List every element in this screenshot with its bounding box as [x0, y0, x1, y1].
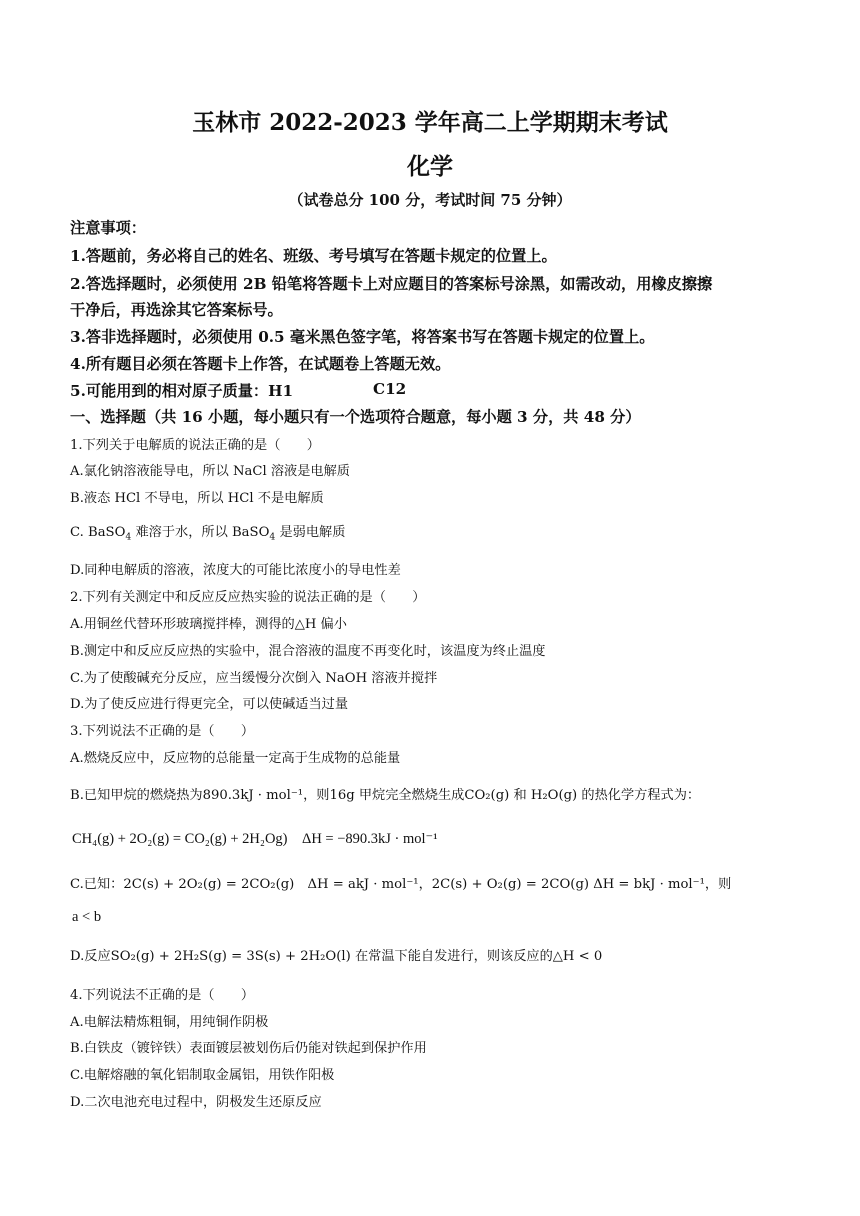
option: B.白铁皮（镀锌铁）表面镀层被划伤后仍能对铁起到保护作用 [70, 1041, 427, 1056]
exam-title: 玉林市 2022-2023 学年高二上学期期末考试 [192, 109, 668, 136]
option: D.为了使反应进行得更完全，可以使碱适当过量 [70, 697, 349, 712]
question-stem: 1.下列关于电解质的说法正确的是（ ） [70, 438, 320, 453]
option: A.燃烧反应中，反应物的总能量一定高于生成物的总能量 [70, 751, 401, 766]
note-mass-c: C12 [373, 380, 407, 398]
option: A.用铜丝代替环形玻璃搅拌棒，测得的△H 偏小 [70, 617, 347, 632]
question-stem: 2.下列有关测定中和反应反应热实验的说法正确的是（ ） [70, 590, 426, 605]
note-item: 4.所有题目必须在答题卡上作答，在试题卷上答题无效。 [70, 355, 451, 373]
option: B.测定中和反应反应热的实验中，混合溶液的温度不再变化时，该温度为终止温度 [70, 644, 546, 659]
option: C. BaSO$_4$ 难溶于水，所以 BaSO$_4$ 是弱电解质 [70, 525, 346, 543]
option: D.二次电池充电过程中，阴极发生还原反应 [70, 1095, 322, 1110]
equation: CH₄(g) + 2O₂(g) = CO₂(g) + 2H₂Og) ΔH = −890.3kJ · mol⁻¹ [72, 831, 438, 847]
option: A.电解法精炼粗铜，用纯铜作阴极 [70, 1015, 269, 1030]
option: A.氯化钠溶液能导电，所以 NaCl 溶液是电解质 [70, 464, 350, 479]
question-stem: 3.下列说法不正确的是（ ） [70, 724, 255, 739]
question-stem: 4.下列说法不正确的是（ ） [70, 988, 255, 1003]
exam-info: （试卷总分 100 分，考试时间 75 分钟） [288, 191, 572, 209]
notes-heading: 注意事项： [70, 219, 146, 237]
option: B.已知甲烷的燃烧热为890.3kJ · mol⁻¹，则16g 甲烷完全燃烧生成CO₂(g) 和 H₂O(g) 的热化学方程式为： [70, 788, 701, 803]
option: B.液态 HCl 不导电，所以 HCl 不是电解质 [70, 491, 324, 506]
equation-continued: a < b [72, 909, 102, 925]
note-item: 1.答题前，务必将自己的姓名、班级、考号填写在答题卡规定的位置上。 [70, 247, 557, 265]
option: D.同种电解质的溶液，浓度大的可能比浓度小的导电性差 [70, 563, 401, 578]
option: C.已知：2C(s) + 2O₂(g) = 2CO₂(g) ΔH = akJ · mol⁻¹，2C(s) + O₂(g) = 2CO(g) ΔH = bkJ · mol⁻¹，则 [70, 877, 732, 892]
note-item: 5.可能用到的相对原子质量：H1 [70, 382, 294, 400]
note-item: 2.答选择题时，必须使用 2B 铅笔将答题卡上对应题目的答案标号涂黑，如需改动，用橡皮擦擦 [70, 275, 713, 293]
note-item: 干净后，再选涂其它答案标号。 [70, 301, 283, 319]
option: C.电解熔融的氧化铝制取金属铝，用铁作阳极 [70, 1068, 335, 1083]
option: D.反应SO₂(g) + 2H₂S(g) = 3S(s) + 2H₂O(l) 在常温下能自发进行，则该反应的△H < 0 [70, 949, 603, 964]
note-item: 3.答非选择题时，必须使用 0.5 毫米黑色签字笔，将答案书写在答题卡规定的位置上。 [70, 328, 655, 346]
section-heading: 一、选择题（共 16 小题，每小题只有一个选项符合题意，每小题 3 分，共 48 分） [70, 408, 641, 426]
subject-title: 化学 [407, 153, 453, 180]
option: C.为了使酸碱充分反应，应当缓慢分次倒入 NaOH 溶液并搅拌 [70, 671, 438, 686]
